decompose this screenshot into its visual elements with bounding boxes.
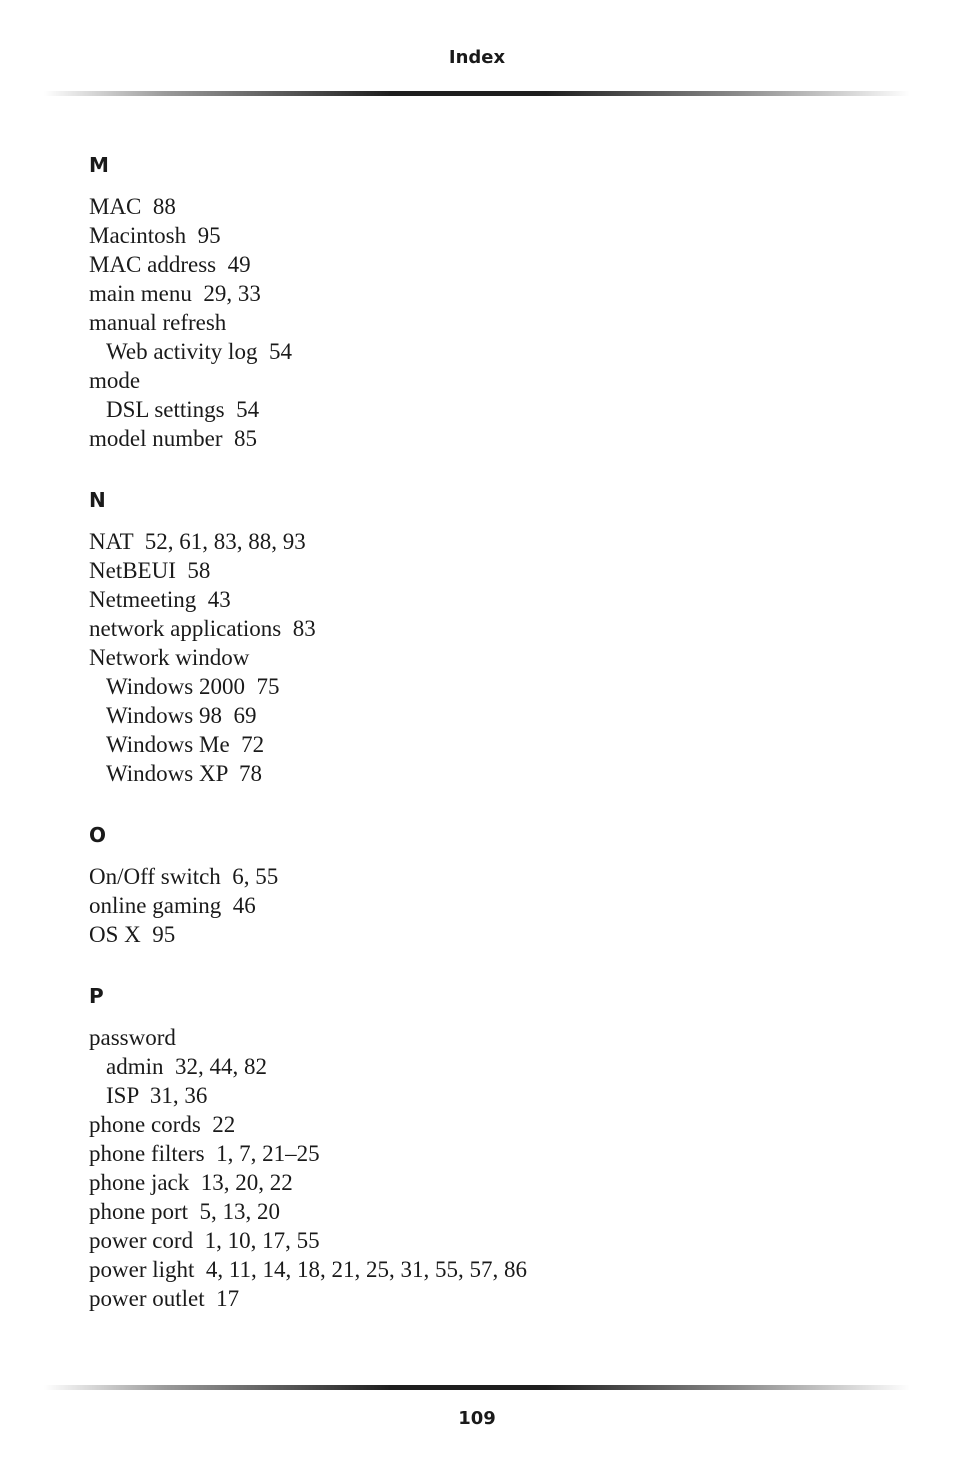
page-header-title: Index xyxy=(448,47,506,68)
index-entry: model number 85 xyxy=(89,426,257,451)
index-entry: OS X 95 xyxy=(89,922,176,947)
index-entry: phone filters 1, 7, 21–25 xyxy=(89,1141,320,1166)
index-subentry: DSL settings 54 xyxy=(106,397,260,422)
footer-rule xyxy=(44,1385,910,1390)
index-content xyxy=(89,150,889,1345)
index-entry: mode xyxy=(89,368,141,393)
index-entry: Macintosh 95 xyxy=(89,223,221,248)
index-entry: phone port 5, 13, 20 xyxy=(89,1199,281,1224)
section-letter-p: P xyxy=(89,984,104,1008)
index-entry: Network window xyxy=(89,645,250,670)
index-subentry: ISP 31, 36 xyxy=(106,1083,208,1108)
index-entry-list xyxy=(89,192,889,453)
index-entry: power outlet 17 xyxy=(89,1286,240,1311)
section-letter-o: O xyxy=(89,823,107,847)
section-letter-n: N xyxy=(89,488,106,512)
index-entry: phone jack 13, 20, 22 xyxy=(89,1170,293,1195)
index-entry: Netmeeting 43 xyxy=(89,587,231,612)
index-entry-list xyxy=(89,527,889,788)
index-entry: NetBEUI 58 xyxy=(89,558,211,583)
index-entry: password xyxy=(89,1025,176,1050)
index-entry: power light 4, 11, 14, 18, 21, 25, 31, 55, 57, 86 xyxy=(89,1257,528,1282)
index-entry: NAT 52, 61, 83, 88, 93 xyxy=(89,529,306,554)
index-subentry: Windows 98 69 xyxy=(106,703,257,728)
header-rule xyxy=(44,91,910,96)
index-entry: network applications 83 xyxy=(89,616,316,641)
section-letter-m: M xyxy=(89,153,109,177)
index-entry: online gaming 46 xyxy=(89,893,256,918)
index-entry: MAC 88 xyxy=(89,194,176,219)
index-entry: main menu 29, 33 xyxy=(89,281,261,306)
index-subentry: Windows XP 78 xyxy=(106,761,263,786)
index-entry-list xyxy=(89,862,889,949)
index-entry: On/Off switch 6, 55 xyxy=(89,864,279,889)
index-entry: phone cords 22 xyxy=(89,1112,236,1137)
index-subentry: Windows Me 72 xyxy=(106,732,265,757)
index-entry: MAC address 49 xyxy=(89,252,251,277)
index-entry: power cord 1, 10, 17, 55 xyxy=(89,1228,320,1253)
index-subentry: admin 32, 44, 82 xyxy=(106,1054,267,1079)
page-number: 109 xyxy=(458,1408,496,1429)
index-entry-list xyxy=(89,1023,889,1313)
index-subentry: Windows 2000 75 xyxy=(106,674,280,699)
index-subentry: Web activity log 54 xyxy=(106,339,292,364)
index-entry: manual refresh xyxy=(89,310,227,335)
